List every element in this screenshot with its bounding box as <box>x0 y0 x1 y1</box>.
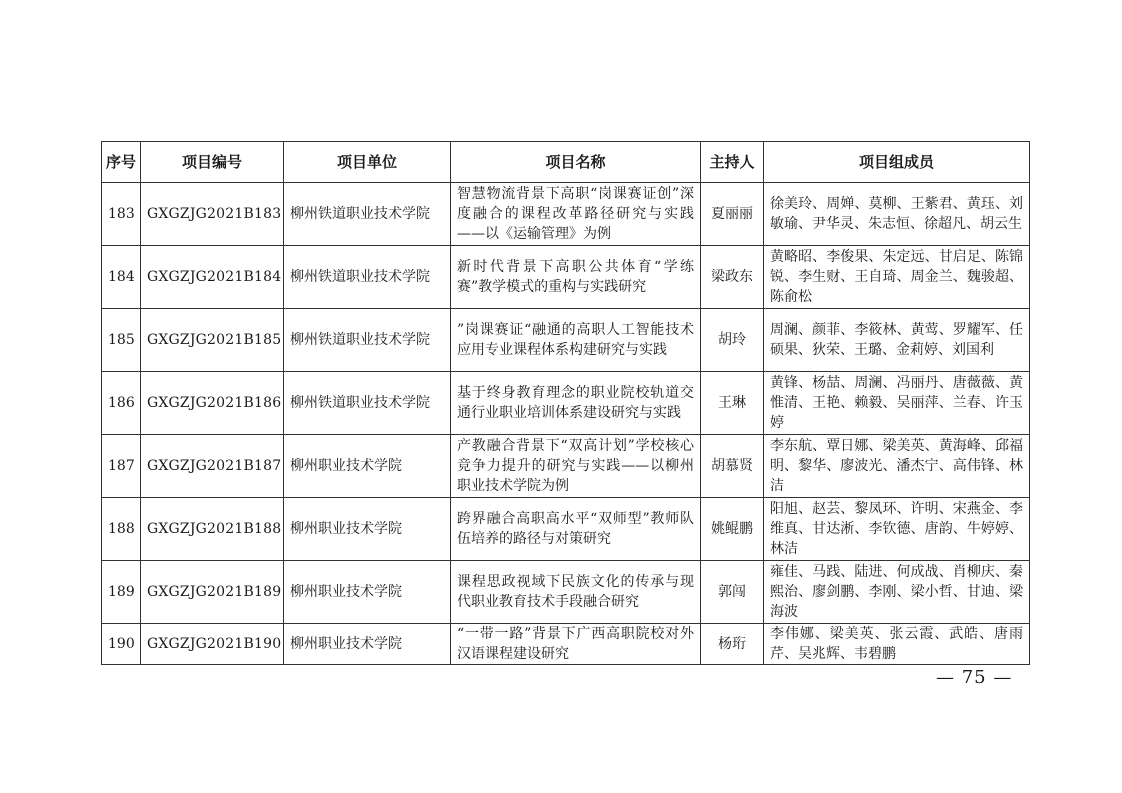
cell-members: 黄略昭、李俊果、朱定远、甘启足、陈锦锐、李生财、王自琦、周金兰、魏骏超、陈俞松 <box>764 246 1030 309</box>
table-row <box>102 435 1030 498</box>
table-header <box>102 142 1030 183</box>
cell-code: GXGZJG2021B185 <box>141 309 284 372</box>
cell-host: 梁政东 <box>701 246 764 309</box>
cell-seq: 189 <box>102 561 141 624</box>
cell-members: 黄锋、杨喆、周澜、冯丽丹、唐薇薇、黄惟清、王艳、赖毅、吴丽萍、兰春、许玉婷 <box>764 372 1030 435</box>
cell-seq: 188 <box>102 498 141 561</box>
cell-unit: 柳州职业技术学院 <box>284 561 451 624</box>
cell-name: 新时代背景下高职公共体育“学练赛”教学模式的重构与实践研究 <box>451 246 701 309</box>
cell-unit: 柳州铁道职业技术学院 <box>284 246 451 309</box>
cell-code: GXGZJG2021B186 <box>141 372 284 435</box>
cell-host: 王琳 <box>701 372 764 435</box>
header-host: 主持人 <box>701 142 764 183</box>
cell-name: ”岗课赛证“融通的高职人工智能技术应用专业课程体系构建研究与实践 <box>451 309 701 372</box>
cell-host: 郭闯 <box>701 561 764 624</box>
table-row <box>102 372 1030 435</box>
cell-name: “一带一路”背景下广西高职院校对外汉语课程建设研究 <box>451 624 701 665</box>
cell-seq: 190 <box>102 624 141 665</box>
cell-seq: 187 <box>102 435 141 498</box>
cell-seq: 185 <box>102 309 141 372</box>
header-seq: 序号 <box>102 142 141 183</box>
page-number: — 75 — <box>936 667 1013 688</box>
table-row <box>102 246 1030 309</box>
cell-members: 周澜、颜菲、李筱林、黄莺、罗耀军、任硕果、狄荣、王璐、金莉婷、刘国利 <box>764 309 1030 372</box>
cell-members: 阳旭、赵芸、黎凤环、许明、宋燕金、李维真、甘达淅、李钦德、唐韵、牛婷婷、林洁 <box>764 498 1030 561</box>
cell-unit: 柳州铁道职业技术学院 <box>284 183 451 246</box>
cell-host: 姚鲲鹏 <box>701 498 764 561</box>
table-row <box>102 561 1030 624</box>
cell-code: GXGZJG2021B190 <box>141 624 284 665</box>
cell-host: 胡玲 <box>701 309 764 372</box>
cell-unit: 柳州铁道职业技术学院 <box>284 372 451 435</box>
cell-seq: 183 <box>102 183 141 246</box>
cell-code: GXGZJG2021B189 <box>141 561 284 624</box>
header-code: 项目编号 <box>141 142 284 183</box>
cell-code: GXGZJG2021B183 <box>141 183 284 246</box>
cell-seq: 184 <box>102 246 141 309</box>
cell-host: 杨珩 <box>701 624 764 665</box>
cell-members: 李伟娜、梁美英、张云霞、武皓、唐雨芹、吴兆辉、韦碧鹏 <box>764 624 1030 665</box>
cell-code: GXGZJG2021B187 <box>141 435 284 498</box>
header-unit: 项目单位 <box>284 142 451 183</box>
cell-members: 徐美玲、周婵、莫柳、王紫君、黄珏、刘敏瑜、尹华灵、朱志恒、徐超凡、胡云生 <box>764 183 1030 246</box>
cell-members: 雍佳、马践、陆进、何成战、肖柳庆、秦熙治、廖剑鹏、李刚、梁小哲、甘迪、梁海波 <box>764 561 1030 624</box>
table-body <box>102 183 1030 665</box>
cell-unit: 柳州职业技术学院 <box>284 498 451 561</box>
cell-unit: 柳州铁道职业技术学院 <box>284 309 451 372</box>
cell-unit: 柳州职业技术学院 <box>284 435 451 498</box>
project-table <box>101 141 1030 665</box>
cell-code: GXGZJG2021B188 <box>141 498 284 561</box>
cell-code: GXGZJG2021B184 <box>141 246 284 309</box>
cell-host: 夏丽丽 <box>701 183 764 246</box>
header-name: 项目名称 <box>451 142 701 183</box>
table-row <box>102 309 1030 372</box>
cell-members: 李东航、覃日娜、梁美英、黄海峰、邱福明、黎华、廖波光、潘杰宁、高伟锋、林洁 <box>764 435 1030 498</box>
cell-name: 产教融合背景下“双高计划”学校核心竞争力提升的研究与实践——以柳州职业技术学院为例 <box>451 435 701 498</box>
cell-name: 基于终身教育理念的职业院校轨道交通行业职业培训体系建设研究与实践 <box>451 372 701 435</box>
table-row <box>102 183 1030 246</box>
cell-seq: 186 <box>102 372 141 435</box>
cell-name: 跨界融合高职高水平“双师型”教师队伍培养的路径与对策研究 <box>451 498 701 561</box>
table-row <box>102 498 1030 561</box>
header-members: 项目组成员 <box>764 142 1030 183</box>
cell-name: 智慧物流背景下高职“岗课赛证创”深度融合的课程改革路径研究与实践——以《运输管理》为例 <box>451 183 701 246</box>
table-row <box>102 624 1030 665</box>
cell-unit: 柳州职业技术学院 <box>284 624 451 665</box>
cell-host: 胡慕贤 <box>701 435 764 498</box>
cell-name: 课程思政视域下民族文化的传承与现代职业教育技术手段融合研究 <box>451 561 701 624</box>
